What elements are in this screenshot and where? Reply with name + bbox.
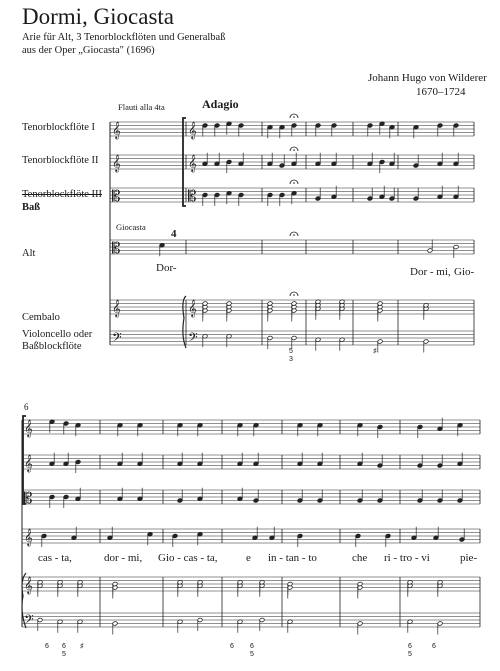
instrument-label-tenor-1: Tenorblockflöte I [22, 122, 96, 133]
flute-transposition-note: Flauti alla 4ta [118, 102, 165, 112]
lyric-intanto: in - tan - to [268, 552, 317, 564]
alto-time-signature: 4 [171, 228, 177, 240]
figure-b10: 6 [432, 643, 436, 650]
figure-b2: 6 [62, 643, 66, 650]
figure-b4: ♯ [80, 643, 84, 650]
lyric-dormi: Dor - mi, [410, 266, 451, 278]
instrument-label-cembalo: Cembalo [22, 312, 60, 323]
fermata-dot [293, 234, 295, 236]
figure-b6: 6 [250, 643, 254, 650]
clef: 𝄞 [24, 419, 33, 437]
figure-b8: 6 [408, 643, 412, 650]
lyric-dormi-2: dor - mi, [104, 552, 143, 564]
clef: 𝄡 [188, 187, 197, 205]
clef: 𝄡 [112, 187, 121, 205]
lyric-gio: Gio- [454, 266, 475, 278]
clef: 𝄡 [24, 489, 33, 507]
instrument-label-bass-flute: Baß [22, 202, 41, 213]
figure-sharp: ♯ [373, 348, 377, 355]
clef: 𝄞 [24, 454, 33, 472]
figure-5: 5 [289, 348, 293, 355]
figure-b3: 5 [62, 651, 66, 658]
clef: 𝄡 [112, 239, 121, 257]
clef: 𝄞 [24, 576, 33, 594]
clef: 𝄞 [188, 299, 197, 317]
lyric-pie: pie- [460, 552, 478, 564]
fermata-dot [293, 116, 295, 118]
figure-3: 3 [289, 356, 293, 363]
figure-b9: 5 [408, 651, 412, 658]
figure-b7: 5 [250, 651, 254, 658]
clef: 𝄢 [188, 330, 198, 348]
instrument-label-alto: Alt [22, 248, 36, 259]
lyric-che: che [352, 552, 368, 564]
clef: 𝄞 [188, 154, 197, 172]
fermata-dot [293, 294, 295, 296]
clef: 𝄞 [188, 121, 197, 139]
clef: 𝄢 [112, 330, 122, 348]
instrument-label-cello-2: Baßblockflöte [22, 341, 82, 352]
composer-dates: 1670–1724 [416, 86, 466, 98]
instrument-label-tenor-2: Tenorblockflöte II [22, 155, 99, 166]
lyric-giocasta: Gio - cas - ta, [158, 552, 218, 564]
clef: 𝄞 [24, 528, 33, 546]
figure-b1: 6 [45, 643, 49, 650]
lyric-ritrovi: ri - tro - vi [384, 552, 430, 564]
lyric-casta: cas - ta, [38, 552, 72, 564]
instrument-label-cello-1: Violoncello oder [22, 329, 93, 340]
fermata-dot [293, 182, 295, 184]
voice-name: Giocasta [116, 222, 146, 232]
subtitle-line-1: Arie für Alt, 3 Tenorblockflöten und Generalbaß [22, 32, 226, 43]
clef: 𝄢 [24, 612, 34, 630]
clef: 𝄞 [112, 154, 121, 172]
lyric-e: e [246, 552, 251, 564]
lyric-dor: Dor- [156, 262, 177, 274]
tempo-marking: Adagio [202, 97, 239, 111]
clef: 𝄞 [112, 121, 121, 139]
figure-b5: 6 [230, 643, 234, 650]
fermata-dot [293, 149, 295, 151]
subtitle-line-2: aus der Oper „Giocasta" (1696) [22, 45, 155, 56]
piece-title: Dormi, Giocasta [22, 4, 175, 29]
clef: 𝄞 [112, 299, 121, 317]
composer-name: Johann Hugo von Wilderer [368, 72, 487, 84]
instrument-label-tenor-3: Tenorblockflöte III [22, 189, 103, 200]
measure-number: 6 [24, 402, 29, 412]
